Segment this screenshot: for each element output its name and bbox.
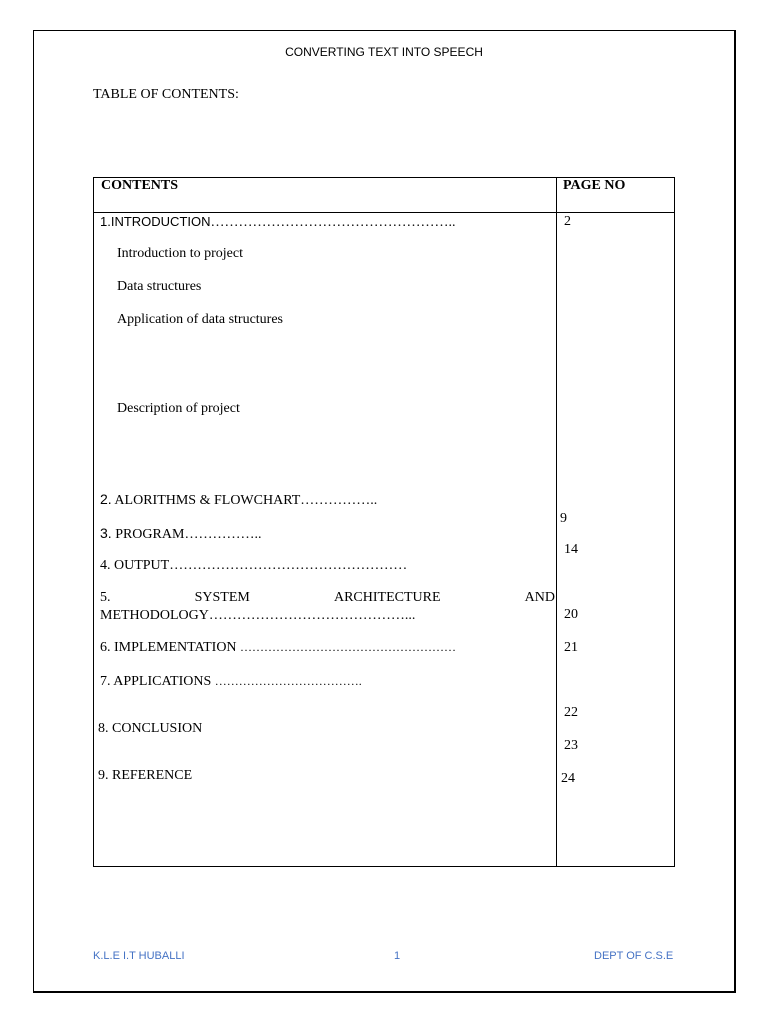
leader-dots: ………………………………. [214, 674, 362, 688]
toc-table [93, 177, 675, 867]
toc-entry-label: PROGRAM [115, 527, 185, 542]
toc-entry-methodology [100, 608, 415, 624]
page-number: 24 [561, 771, 575, 786]
toc-heading: TABLE OF CONTENTS: [93, 87, 239, 102]
toc-entry-applications [100, 674, 362, 690]
page-number: 2 [564, 214, 571, 229]
page-number: 14 [564, 542, 578, 557]
leader-dots: …………….. [300, 493, 378, 508]
toc-entry-word: 5. [100, 590, 111, 605]
toc-subentry: Description of project [117, 401, 240, 416]
page-number: 21 [564, 640, 578, 655]
toc-entry-implementation [100, 640, 456, 656]
toc-entry-introduction [100, 214, 456, 231]
page-number: 20 [564, 607, 578, 622]
page-number: 23 [564, 738, 578, 753]
toc-entry-reference: 9. REFERENCE [98, 768, 193, 783]
toc-entry-conclusion: 8. CONCLUSION [98, 721, 203, 736]
toc-entry-word: AND [524, 590, 555, 605]
page-number: 9 [560, 511, 567, 526]
toc-entry-program [100, 525, 261, 543]
toc-entry-label: 4. OUTPUT [100, 558, 170, 573]
column-divider [556, 178, 557, 866]
footer-page-number: 1 [394, 950, 401, 962]
toc-entry-label: 1.INTRODUCTION [100, 214, 211, 229]
footer-institution: K.L.E I.T HUBALLI [93, 950, 185, 962]
toc-subentry: Application of data structures [117, 312, 284, 327]
page-number: 22 [564, 705, 578, 720]
toc-entry-label: 7. APPLICATIONS [100, 674, 212, 689]
toc-entry-system-architecture [100, 590, 555, 606]
leader-dots: …………………………………………….. [210, 215, 456, 230]
contents-column-header: CONTENTS [101, 178, 179, 193]
toc-entry-number: 2. [100, 491, 112, 507]
toc-entry-label: METHODOLOGY [100, 608, 209, 623]
toc-subentry: Introduction to project [117, 246, 243, 261]
toc-entry-word: SYSTEM [194, 590, 250, 605]
leader-dots: ……………………………………... [208, 608, 416, 623]
footer-department: DEPT OF C.S.E [594, 950, 674, 962]
toc-entry-word: ARCHITECTURE [333, 590, 441, 605]
toc-entry-label: 6. IMPLEMENTATION [100, 640, 237, 655]
toc-entry-algorithms [100, 491, 377, 509]
header-divider [94, 212, 674, 213]
toc-entry-number: 3. [100, 525, 112, 541]
leader-dots: ……………………………………………… [240, 640, 457, 654]
toc-entry-label: ALORITHMS & FLOWCHART [114, 493, 301, 508]
leader-dots: …………………………………………… [169, 558, 408, 573]
document-title: CONVERTING TEXT INTO SPEECH [285, 45, 483, 59]
toc-entry-output [100, 558, 407, 574]
leader-dots: …………….. [184, 527, 262, 542]
toc-subentry: Data structures [117, 279, 202, 294]
page-no-column-header: PAGE NO [563, 178, 626, 193]
